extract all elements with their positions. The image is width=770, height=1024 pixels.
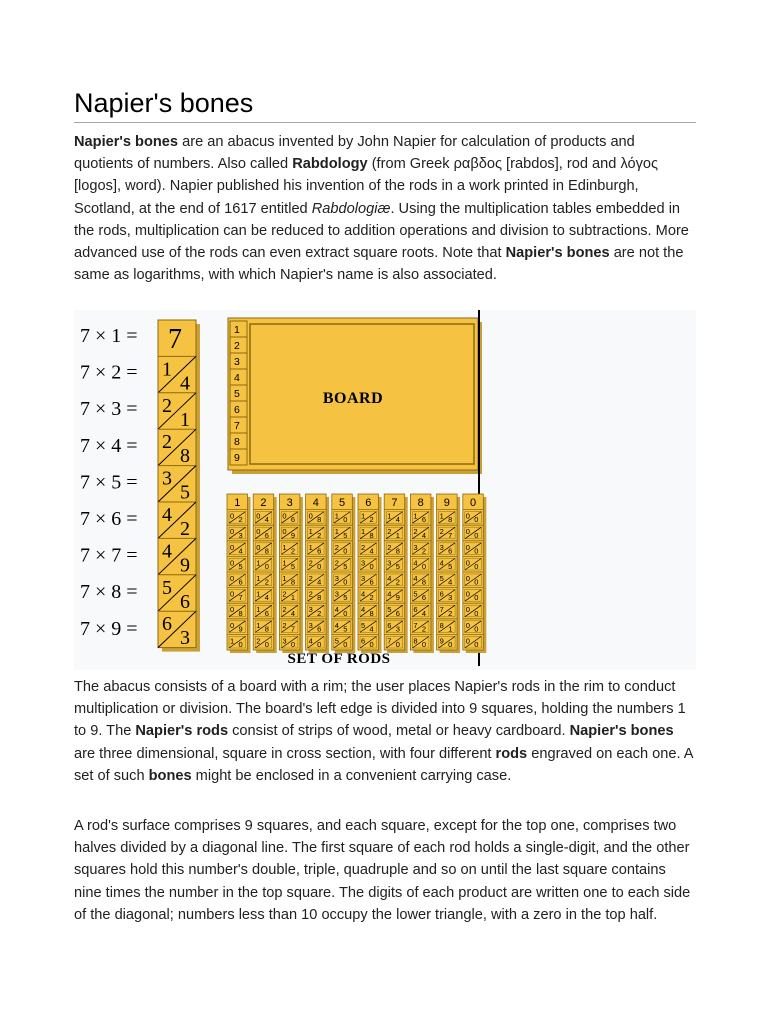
small-rod-header: 2 — [260, 497, 267, 509]
small-rod-units-digit: 0 — [264, 640, 269, 649]
small-rod-tens-digit: 2 — [282, 620, 287, 630]
small-rod-tens-digit: 8 — [439, 620, 444, 630]
small-rod-tens-digit: 1 — [334, 527, 339, 537]
equation-label: 7 × 6 = — [80, 508, 138, 530]
small-rod-tens-digit: 3 — [334, 589, 339, 599]
rim-number: 9 — [234, 452, 240, 464]
bold-term: Napier's rods — [135, 723, 229, 740]
small-rod-units-digit: 2 — [317, 608, 322, 618]
small-rod-tens-digit: 3 — [334, 574, 339, 583]
italic-title: Rabdologiæ — [311, 200, 391, 217]
small-rod-units-digit: 4 — [395, 515, 400, 525]
small-rod-units-digit: 4 — [290, 608, 296, 618]
small-rod-units-digit: 5 — [343, 530, 348, 540]
small-rod-tens-digit: 3 — [282, 636, 287, 646]
small-rod-units-digit: 0 — [474, 593, 479, 603]
small-rod-header: 8 — [417, 497, 424, 509]
small-rod-units-digit: 6 — [290, 515, 296, 525]
small-rod-tens-digit: 4 — [413, 574, 418, 583]
rim-number: 5 — [234, 388, 240, 400]
small-rod-units-digit: 3 — [395, 624, 400, 634]
small-rod-units-digit: 4 — [264, 515, 269, 525]
small-rod-units-digit: 7 — [290, 624, 296, 634]
small-rod-units-digit: 5 — [290, 562, 296, 571]
small-rod-units-digit: 7 — [238, 593, 243, 603]
text-run: might be enclosed in a convenient carrying case. — [191, 767, 512, 784]
small-rod-units-digit: 0 — [369, 640, 374, 649]
small-rod-tens-digit: 3 — [439, 542, 444, 552]
small-rod-tens-digit: 0 — [282, 511, 287, 521]
small-rod-units-digit: 4 — [264, 593, 269, 603]
small-rod-units-digit: 6 — [264, 608, 269, 618]
small-rod-tens-digit: 1 — [256, 558, 261, 568]
small-rod-tens-digit: 3 — [361, 574, 366, 583]
small-rod-units-digit: 7 — [448, 530, 453, 540]
rod-tens-digit: 3 — [162, 467, 172, 490]
text-run: are three dimensional, square in cross section, with four different — [74, 745, 496, 762]
small-rod-header: 3 — [286, 497, 293, 509]
small-rod-tens-digit: 2 — [308, 589, 313, 599]
small-rod-units-digit: 8 — [369, 608, 374, 618]
small-rod-tens-digit: 0 — [465, 527, 470, 537]
small-rod-units-digit: 0 — [343, 577, 348, 587]
small-rod-header: 1 — [234, 497, 241, 509]
equation-label: 7 × 1 = — [80, 325, 138, 347]
small-rod-units-digit: 4 — [421, 530, 427, 540]
small-rod-tens-digit: 2 — [387, 527, 392, 537]
small-rod-units-digit: 6 — [395, 608, 400, 618]
small-rod-units-digit: 0 — [238, 640, 243, 649]
small-rod-header: 0 — [469, 497, 477, 509]
small-rod-tens-digit: 2 — [387, 542, 392, 552]
small-rod-units-digit: 6 — [317, 546, 322, 556]
small-rod-units-digit: 0 — [474, 640, 479, 649]
small-rod-units-digit: 2 — [448, 608, 453, 618]
small-rod-tens-digit: 1 — [439, 511, 444, 521]
small-rod-units-digit: 8 — [369, 530, 374, 540]
page-title: Napier's bones — [74, 86, 696, 123]
small-rod-units-digit: 5 — [238, 562, 243, 571]
small-rod-tens-digit: 3 — [308, 605, 313, 615]
rod-units-digit: 5 — [180, 481, 190, 504]
small-rod-tens-digit: 0 — [465, 620, 470, 630]
small-rod-tens-digit: 3 — [308, 620, 313, 630]
small-rod-tens-digit: 1 — [282, 574, 287, 583]
small-rod-tens-digit: 6 — [387, 620, 392, 630]
text-run: The abacus consists of a board with a rim; the user places Napier's rods in the rim to conduct multiplication or division. The board's left edge is divided into 9 squares, holding the numbers 1 to 9. The — [74, 679, 686, 740]
small-rod-tens-digit: 1 — [256, 620, 261, 630]
small-rod-tens-digit: 4 — [439, 558, 444, 568]
small-rod-tens-digit: 0 — [465, 636, 470, 646]
bold-term: Napier's bones — [505, 245, 610, 262]
small-rod-header: 7 — [391, 497, 398, 509]
small-rod-units-digit: 6 — [264, 530, 269, 540]
small-rod-units-digit: 8 — [317, 515, 322, 525]
abacus-paragraph — [74, 676, 696, 787]
small-rod-tens-digit: 1 — [282, 558, 287, 568]
small-rod-units-digit: 2 — [238, 515, 243, 525]
text-run: (from Greek ραβδος [rabdos], rod and λόγος [logos], word). Napier published his invention of the rods in a work printed in Edinburgh, Scotland, at the end of 1617 entitled — [74, 156, 659, 217]
small-rod-units-digit: 2 — [369, 593, 374, 603]
small-rod-units-digit: 0 — [369, 562, 374, 571]
small-rod-units-digit: 0 — [474, 562, 479, 571]
small-rod-units-digit: 0 — [448, 640, 453, 649]
small-rod-units-digit: 4 — [317, 577, 322, 587]
small-rod-tens-digit: 0 — [465, 574, 470, 583]
small-rod-units-digit: 1 — [448, 624, 453, 634]
rod-tens-digit: 4 — [162, 504, 172, 526]
small-rod-units-digit: 4 — [238, 546, 243, 556]
small-rod-units-digit: 4 — [448, 577, 453, 587]
small-rod-tens-digit: 0 — [465, 558, 470, 568]
small-rod-units-digit: 2 — [421, 624, 427, 634]
small-rod-tens-digit: 0 — [230, 558, 235, 568]
small-rod-units-digit: 6 — [421, 515, 427, 525]
equation-label: 7 × 2 = — [80, 361, 138, 384]
small-rod-units-digit: 1 — [395, 530, 400, 540]
rod-tens-digit: 2 — [162, 431, 172, 454]
small-rod-units-digit: 2 — [395, 577, 400, 587]
equation-label: 7 × 7 = — [80, 544, 138, 567]
small-rod-units-digit: 0 — [474, 515, 479, 525]
rod-tens-digit: 2 — [162, 394, 172, 417]
small-rod-tens-digit: 0 — [465, 511, 470, 521]
small-rod-tens-digit: 2 — [308, 558, 313, 568]
small-rod-tens-digit: 5 — [413, 589, 418, 599]
rim-number: 3 — [234, 356, 240, 368]
small-rod-units-digit: 8 — [448, 515, 453, 525]
small-rod-tens-digit: 2 — [282, 605, 287, 615]
small-rod-units-digit: 5 — [343, 593, 348, 603]
rod-tens-digit: 6 — [162, 613, 172, 636]
small-rod-units-digit: 0 — [395, 640, 400, 649]
small-rod-units-digit: 3 — [238, 530, 243, 540]
bold-term: Napier's bones — [569, 723, 674, 740]
small-rod-units-digit: 4 — [369, 624, 374, 634]
bold-term: rods — [495, 745, 528, 762]
small-rod-tens-digit: 2 — [439, 527, 444, 537]
small-rod-tens-digit: 0 — [465, 589, 470, 599]
small-rod-tens-digit: 1 — [256, 574, 261, 583]
small-rod-units-digit: 8 — [264, 624, 269, 634]
small-rod-units-digit: 0 — [343, 608, 348, 618]
small-rod-units-digit: 6 — [238, 577, 243, 587]
small-rod-tens-digit: 1 — [361, 527, 366, 537]
small-rod-tens-digit: 5 — [334, 636, 339, 646]
small-rod-tens-digit: 2 — [413, 527, 418, 537]
rod-units-digit: 4 — [180, 372, 190, 395]
bold-term: bones — [148, 767, 192, 784]
small-rod-header: 6 — [365, 497, 372, 509]
equation-label: 7 × 3 = — [80, 398, 138, 421]
rod-tens-digit: 4 — [162, 540, 172, 563]
small-rod-tens-digit: 3 — [361, 558, 366, 568]
rods-label: SET OF RODS — [287, 651, 391, 667]
small-rod-units-digit: 8 — [317, 593, 322, 603]
small-rod-units-digit: 9 — [395, 593, 400, 603]
small-rod-tens-digit: 3 — [413, 542, 418, 552]
small-rod-units-digit: 2 — [369, 515, 374, 525]
rim-number: 4 — [234, 372, 240, 384]
small-rod-tens-digit: 0 — [308, 511, 313, 521]
small-rod-units-digit: 2 — [317, 530, 322, 540]
small-rod-units-digit: 2 — [421, 546, 427, 556]
text-run: consist of strips of wood, metal or heavy cardboard. — [228, 723, 570, 740]
small-rod-tens-digit: 0 — [230, 589, 235, 599]
small-rod-tens-digit: 1 — [256, 589, 261, 599]
small-rod-tens-digit: 1 — [413, 511, 418, 521]
small-rod-units-digit: 0 — [343, 515, 348, 525]
small-rod-tens-digit: 0 — [230, 511, 235, 521]
small-rod-tens-digit: 1 — [256, 605, 261, 615]
small-rod-units-digit: 6 — [317, 624, 322, 634]
small-rod-header: 5 — [338, 497, 346, 509]
bold-term: Rabdology — [292, 156, 368, 173]
small-rod-tens-digit: 2 — [282, 589, 287, 599]
equation-label: 7 × 9 = — [80, 617, 138, 640]
rod-units-digit: 6 — [180, 590, 190, 613]
small-rod-tens-digit: 4 — [387, 589, 392, 599]
small-rod-units-digit: 0 — [343, 640, 348, 649]
small-rod-tens-digit: 1 — [361, 511, 366, 521]
small-rod-tens-digit: 4 — [387, 574, 392, 583]
rim-number: 1 — [234, 324, 240, 336]
napiers-bones-figure — [74, 310, 696, 670]
rim-number: 2 — [234, 340, 240, 352]
small-rod-tens-digit: 2 — [308, 574, 313, 583]
small-rod-units-digit: 9 — [290, 530, 296, 540]
small-rod-tens-digit: 0 — [230, 527, 235, 537]
rim-number: 8 — [234, 436, 240, 448]
text-run: . Using the multiplication tables embedded in the rods, multiplication can be reduced to addition operations and division to subtractions. More advanced use of the rods can even extract square roots. Note that — [74, 200, 689, 262]
small-rod-units-digit: 5 — [343, 624, 348, 634]
small-rod-units-digit: 0 — [474, 608, 479, 618]
small-rod-header: 9 — [443, 497, 450, 509]
small-rod-tens-digit: 0 — [465, 605, 470, 615]
intro-paragraph — [74, 131, 696, 286]
small-rod-units-digit: 0 — [474, 530, 479, 540]
small-rod-tens-digit: 2 — [256, 636, 261, 646]
small-rod-units-digit: 4 — [369, 546, 374, 556]
small-rod-units-digit: 0 — [290, 640, 296, 649]
text-run: are an abacus invented by John Napier for calculation of products and quotients of numbers. Also called — [74, 134, 635, 173]
figure-illustration — [74, 310, 696, 670]
rod-tens-digit: 1 — [162, 358, 172, 381]
small-rod-tens-digit: 2 — [361, 542, 366, 552]
equation-label: 7 × 5 = — [80, 471, 138, 494]
small-rod-units-digit: 0 — [317, 640, 322, 649]
small-rod-tens-digit: 0 — [465, 542, 470, 552]
small-rod-units-digit: 5 — [448, 562, 453, 571]
small-rod-tens-digit: 1 — [308, 527, 313, 537]
small-rod-tens-digit: 7 — [439, 605, 444, 615]
small-rod-tens-digit: 5 — [361, 620, 366, 630]
rod-units-digit: 1 — [180, 408, 190, 431]
rim-number: 7 — [234, 420, 240, 432]
small-rod-tens-digit: 3 — [387, 558, 392, 568]
rod-surface-paragraph: A rod's surface comprises 9 squares, and each square, except for the top one, comprises two halves divided by a diagonal line. The first square of each rod holds a single-digit, and the other squares hold this number's double, triple, quadruple and so on until the last square contains nine times the number in the top square. The digits of each product are written one to each side of the diagonal; numbers less than 10 occupy the lower triangle, with a zero in the top half. — [74, 818, 691, 923]
small-rod-units-digit: 2 — [264, 577, 269, 587]
small-rod-tens-digit: 4 — [334, 605, 339, 615]
small-rod-header: 4 — [312, 497, 319, 509]
rod-top-digit: 7 — [168, 324, 182, 355]
small-rod-tens-digit: 5 — [387, 605, 392, 615]
small-rod-units-digit: 1 — [290, 593, 296, 603]
small-rod-units-digit: 8 — [290, 577, 296, 587]
small-rod-units-digit: 0 — [264, 562, 269, 571]
small-rod-units-digit: 2 — [290, 546, 296, 556]
rod-tens-digit: 5 — [162, 576, 172, 599]
small-rod-units-digit: 3 — [448, 593, 453, 603]
small-rod-units-digit: 6 — [448, 546, 453, 556]
small-rod-tens-digit: 1 — [282, 542, 287, 552]
small-rod-units-digit: 0 — [474, 624, 479, 634]
small-rod-units-digit: 8 — [395, 546, 400, 556]
small-rod-tens-digit: 7 — [387, 636, 392, 646]
small-rod-tens-digit: 1 — [387, 511, 392, 521]
small-rod-tens-digit: 4 — [308, 636, 313, 646]
small-rod-units-digit: 0 — [421, 640, 427, 649]
small-rod-units-digit: 9 — [238, 624, 243, 634]
small-rod-tens-digit: 8 — [413, 636, 418, 646]
small-rod-tens-digit: 4 — [361, 589, 366, 599]
small-rod-tens-digit: 6 — [361, 636, 366, 646]
small-rod-tens-digit: 1 — [334, 511, 339, 521]
small-rod-units-digit: 8 — [238, 608, 243, 618]
rod-units-digit: 8 — [180, 445, 190, 468]
small-rod-tens-digit: 0 — [256, 511, 261, 521]
board-label: BOARD — [322, 390, 384, 407]
rim-number: 6 — [234, 404, 240, 416]
small-rod-units-digit: 5 — [343, 562, 348, 571]
text-run: are not the same as logarithms, with which Napier's name is also associated. — [74, 245, 684, 284]
small-rod-tens-digit: 9 — [439, 636, 444, 646]
small-rod-tens-digit: 4 — [334, 620, 339, 630]
small-rod-tens-digit: 5 — [439, 574, 444, 583]
small-rod-tens-digit: 0 — [256, 542, 261, 552]
small-rod-units-digit: 6 — [369, 577, 374, 587]
small-rod-tens-digit: 2 — [334, 542, 339, 552]
small-rod-tens-digit: 0 — [230, 605, 235, 615]
small-rod-tens-digit: 1 — [308, 542, 313, 552]
small-rod-tens-digit: 0 — [230, 574, 235, 583]
small-rod-tens-digit: 0 — [256, 527, 261, 537]
small-rod-units-digit: 0 — [343, 546, 348, 556]
small-rod-units-digit: 0 — [317, 562, 322, 571]
small-rod-tens-digit: 0 — [230, 620, 235, 630]
small-rod-tens-digit: 6 — [439, 589, 444, 599]
rod-units-digit: 2 — [180, 518, 190, 540]
small-rod-tens-digit: 4 — [413, 558, 418, 568]
small-rod-units-digit: 5 — [395, 562, 400, 571]
small-rod-units-digit: 8 — [264, 546, 269, 556]
small-rod-units-digit: 8 — [421, 577, 427, 587]
small-rod-units-digit: 6 — [421, 593, 427, 603]
small-rod-tens-digit: 1 — [230, 636, 235, 646]
small-rod-units-digit: 4 — [421, 608, 427, 618]
equation-label: 7 × 8 = — [80, 581, 138, 604]
rod-units-digit: 9 — [180, 554, 190, 577]
small-rod-units-digit: 0 — [474, 546, 479, 556]
small-rod-tens-digit: 7 — [413, 620, 418, 630]
small-rod-tens-digit: 0 — [282, 527, 287, 537]
small-rod-tens-digit: 2 — [334, 558, 339, 568]
equation-label: 7 × 4 = — [80, 434, 138, 457]
rod-units-digit: 3 — [180, 627, 190, 650]
small-rod-tens-digit: 6 — [413, 605, 418, 615]
small-rod-units-digit: 0 — [421, 562, 427, 571]
small-rod-units-digit: 0 — [474, 577, 479, 587]
small-rod-tens-digit: 0 — [230, 542, 235, 552]
bold-term: Napier's bones — [74, 134, 179, 150]
small-rod-tens-digit: 4 — [361, 605, 366, 615]
text-run: engraved on each one. A set of such — [74, 745, 693, 784]
